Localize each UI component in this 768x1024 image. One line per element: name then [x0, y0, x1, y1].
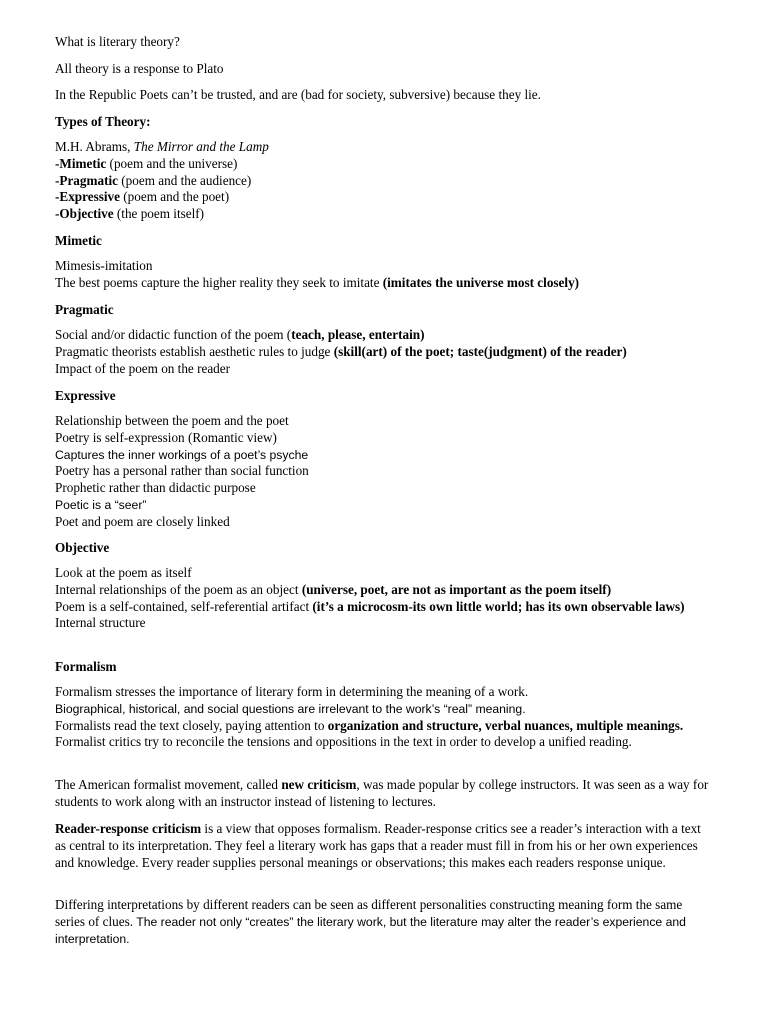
mimetic-section: Mimesis-imitation The best poems capture the higher reality they seek to imitate (imitates the universe most closely): [55, 258, 580, 290]
intro-republic: In the Republic Poets can’t be trusted, and are (bad for society, subversive) because they lie.: [55, 87, 541, 102]
types-heading: Types of Theory:: [55, 114, 151, 129]
objective-heading: Objective: [55, 540, 110, 555]
expressive-heading: Expressive: [55, 388, 116, 403]
mimetic-heading: Mimetic: [55, 233, 102, 248]
differing-interpretations-paragraph: Differing interpretations by different readers can be seen as different personalities constructing meaning form the same series of clues. The reader not only “creates” the literary work, but the literature may alter the reader’s experience and interpretation.: [55, 897, 686, 946]
formalism-heading: Formalism: [55, 659, 117, 674]
page-title: What is literary theory?: [55, 34, 180, 49]
pragmatic-section: Social and/or didactic function of the poem (teach, please, entertain) Pragmatic theorists establish aesthetic rules to judge (skill(art) of the poet; taste(judgment) of the reader) Impact of the poem on the reader: [55, 327, 627, 376]
expressive-section: Relationship between the poem and the poet Poetry is self-expression (Romantic view) Captures the inner workings of a poet’s psyche Poetry has a personal rather than social function Prophetic rather than didactic purpose Poetic is a “seer” Poet and poem are closely linked: [55, 413, 309, 529]
formalism-section: Formalism stresses the importance of literary form in determining the meaning of a work. Biographical, historical, and social questions are irrelevant to the work’s “real” meaning. Formalists read the text closely, paying attention to organization and structure, verbal nuances, multiple meanings. Formalist critics try to reconcile the tensions and oppositions in the text in order to develop a unified reading.: [55, 684, 684, 750]
type-pragmatic: -Pragmatic (poem and the audience): [55, 172, 252, 188]
type-expressive: -Expressive (poem and the poet): [55, 189, 230, 205]
intro-plato: All theory is a response to Plato: [55, 61, 224, 76]
pragmatic-heading: Pragmatic: [55, 302, 114, 317]
new-criticism-paragraph: The American formalist movement, called new criticism, was made popular by college instructors. It was seen as a way for students to work along with an instructor instead of listening to lectures.: [55, 777, 709, 809]
objective-section: Look at the poem as itself Internal relationships of the poem as an object (universe, poet, are not as important as the poem itself) Poem is a self-contained, self-referential artifact (it’s a microcosm-its own little world; has its own observable laws) Internal structure: [55, 565, 685, 631]
reader-response-paragraph: Reader-response criticism is a view that opposes formalism. Reader-response critics see a reader’s interaction with a text as central to its interpretation. They feel a literary work has gaps that a reader must fill in from his or her own experiences and knowledge. Every reader supplies personal meanings or observations; this makes each readers response unique.: [55, 821, 701, 870]
abrams-citation: M.H. Abrams, The Mirror and the Lamp: [55, 139, 269, 154]
abrams-list: [55, 139, 715, 223]
type-mimetic: -Mimetic (poem and the universe): [55, 155, 238, 171]
type-objective: -Objective (the poem itself): [55, 206, 205, 222]
